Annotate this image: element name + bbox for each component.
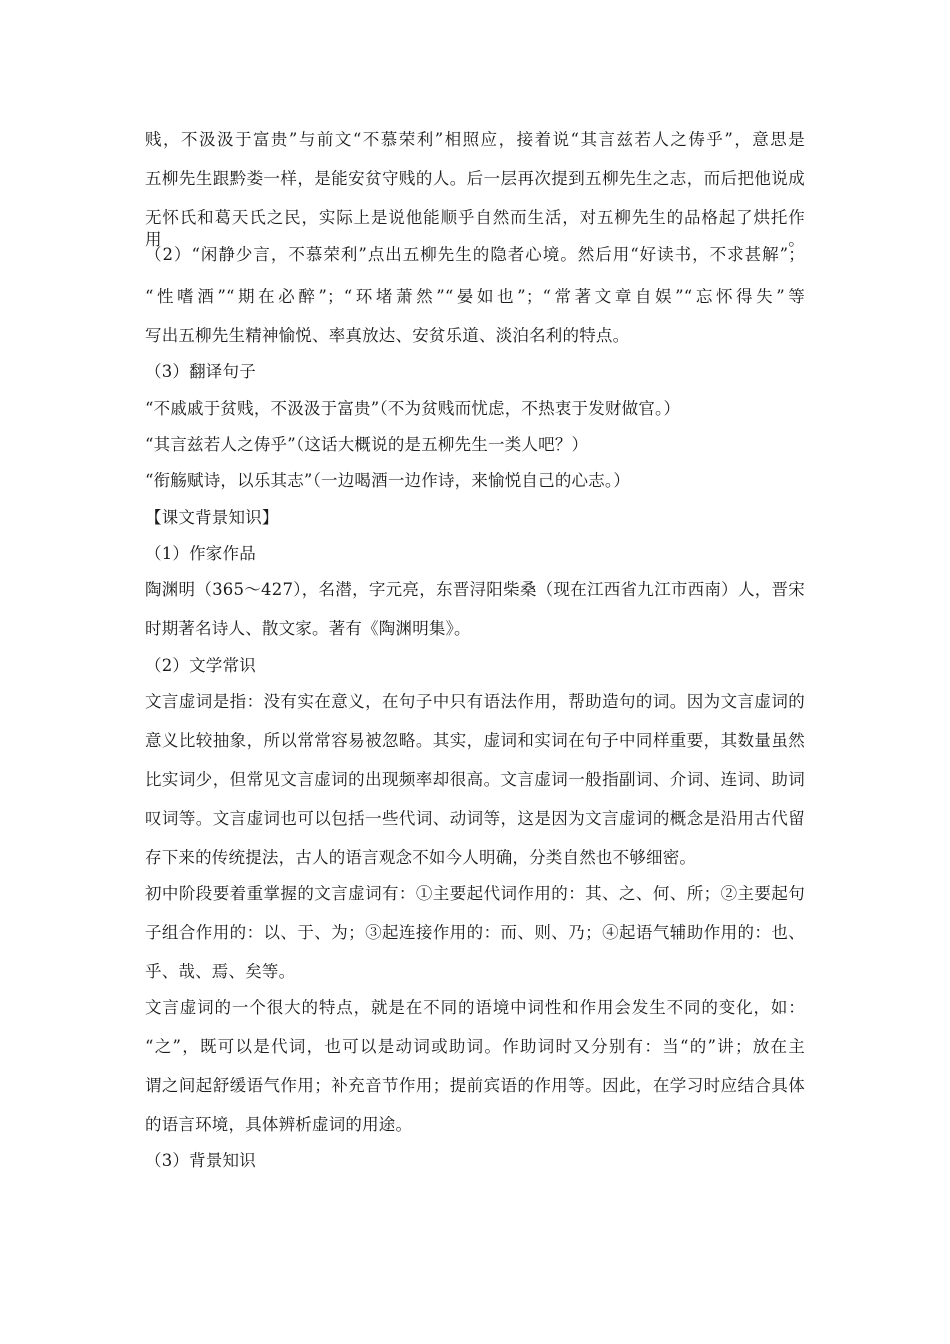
paragraph-line: 文言虚词的一个很大的特点，就是在不同的语境中词性和作用会发生不同的变化，如：	[145, 998, 805, 1017]
paragraph-line: 谓之间起舒缓语气作用；补充音节作用；提前宾语的作用等。因此，在学习时应结合具体	[145, 1076, 805, 1095]
paragraph-line: 的语言环境，具体辨析虚词的用途。	[145, 1115, 413, 1134]
paragraph-line: 五柳先生跟黔娄一样，是能安贫守贱的人。后一层再次提到五柳先生之志，而后把他说成	[145, 169, 805, 188]
paragraph-line: 子组合作用的：以、于、为；③起连接作用的：而、则、乃；④起语气辅助作用的：也、	[145, 923, 805, 942]
translation-line: “其言兹若人之俦乎”（这话大概说的是五柳先生一类人吧？）	[145, 435, 589, 454]
paragraph-line: （2）“闲静少言，不慕荣利”点出五柳先生的隐者心境。然后用“好读书，不求甚解”；	[145, 245, 805, 264]
section-title: 【课文背景知识】	[145, 508, 279, 527]
paragraph-line: “之”，既可以是代词，也可以是动词或助词。作助词时又分别有：当“的”讲；放在主	[145, 1037, 805, 1056]
paragraph-line: 陶渊明（365～427），名潜，字元亮，东晋浔阳柴桑（现在江西省九江市西南）人，晋宋	[145, 580, 805, 599]
paragraph-line: 写出五柳先生精神愉悦、率真放达、安贫乐道、淡泊名利的特点。	[145, 326, 630, 345]
section-heading: （2）文学常识	[145, 656, 256, 675]
section-heading: （3）翻译句子	[145, 362, 256, 381]
paragraph-line: 贱，不汲汲于富贵”与前文“不慕荣利”相照应，接着说“其言兹若人之俦乎”，意思是	[145, 130, 805, 149]
paragraph-line: “性嗜酒”“期在必醉”；“环堵萧然”“晏如也”；“常著文章自娱”“忘怀得失”等	[145, 287, 805, 306]
translation-line: “衔觞赋诗，以乐其志”（一边喝酒一边作诗，来愉悦自己的心志。）	[145, 471, 631, 490]
section-heading: （3）背景知识	[145, 1151, 256, 1170]
paragraph-line: 初中阶段要着重掌握的文言虚词有：①主要起代词作用的：其、之、何、所；②主要起句	[145, 884, 805, 903]
translation-line: “不戚戚于贫贱，不汲汲于富贵”（不为贫贱而忧虑，不热衷于发财做官。）	[145, 399, 681, 418]
paragraph-line: 意义比较抽象，所以常常容易被忽略。其实，虚词和实词在句子中同样重要，其数量虽然	[145, 731, 805, 750]
paragraph-line: 存下来的传统提法，古人的语言观念不如今人明确，分类自然也不够细密。	[145, 848, 697, 867]
paragraph-line: 文言虚词是指：没有实在意义，在句子中只有语法作用，帮助造句的词。因为文言虚词的	[145, 692, 805, 711]
paragraph-line: 无怀氏和葛天氏之民，实际上是说他能顺乎自然而生活，对五柳先生的品格起了烘托作用。	[145, 208, 805, 249]
paragraph-line: 时期著名诗人、散文家。著有《陶渊明集》。	[145, 619, 471, 638]
paragraph-line: 乎、哉、焉、矣等。	[145, 962, 296, 981]
paragraph-line: 叹词等。文言虚词也可以包括一些代词、动词等，这是因为文言虚词的概念是沿用古代留	[145, 809, 805, 828]
paragraph-line: 比实词少，但常见文言虚词的出现频率却很高。文言虚词一般指副词、介词、连词、助词	[145, 770, 805, 789]
section-heading: （1）作家作品	[145, 544, 256, 563]
